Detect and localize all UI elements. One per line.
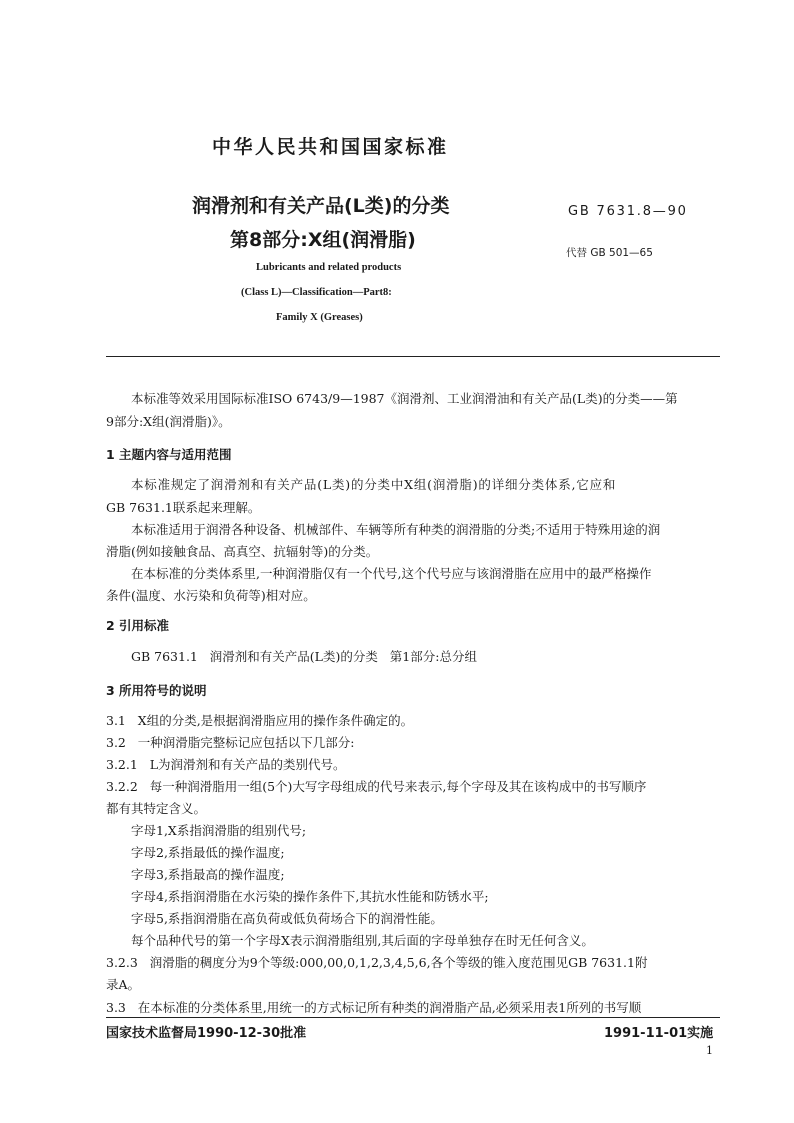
clause-3-2-3-line2: 录A。 bbox=[106, 977, 141, 992]
national-standard-title: 中华人民共和国国家标准 bbox=[212, 136, 449, 158]
clause-3-2-2-line1: 3.2.2 每一种润滑脂用一组(5个)大写字母组成的代号来表示,每个字母及其在该构成中的书写顺序 bbox=[106, 779, 647, 794]
english-title-line2: (Class L)—Classification—Part8: bbox=[241, 287, 392, 298]
clause-3-2-2-line2: 都有其特定含义。 bbox=[106, 801, 207, 816]
document-title-line1: 润滑剂和有关产品(L类)的分类 bbox=[192, 195, 450, 217]
letter-3-definition: 字母3,系指最高的操作温度; bbox=[131, 867, 285, 882]
english-title-line3: Family X (Greases) bbox=[276, 312, 363, 323]
section-1-p3-line2: 条件(温度、水污染和负荷等)相对应。 bbox=[106, 588, 316, 603]
code-note: 每个品种代号的第一个字母X表示润滑脂组别,其后面的字母单独存在时无任何含义。 bbox=[131, 933, 594, 948]
letter-1-definition: 字母1,X系指润滑脂的组别代号; bbox=[131, 823, 307, 838]
effective-date: 1991-11-01实施 bbox=[604, 1026, 714, 1041]
clause-3-1: 3.1 X组的分类,是根据润滑脂应用的操作条件确定的。 bbox=[106, 713, 414, 728]
section-3-heading: 3 所用符号的说明 bbox=[106, 683, 207, 698]
letter-2-definition: 字母2,系指最低的操作温度; bbox=[131, 845, 285, 860]
section-1-p3-line1: 在本标准的分类体系里,一种润滑脂仅有一个代号,这个代号应与该润滑脂在应用中的最严格操作 bbox=[131, 566, 652, 581]
section-1-p2-line2: 滑脂(例如接触食品、高真空、抗辐射等)的分类。 bbox=[106, 544, 379, 559]
clause-3-2: 3.2 一种润滑脂完整标记应包括以下几部分: bbox=[106, 735, 355, 750]
clause-3-2-3-line1: 3.2.3 润滑脂的稠度分为9个等级:000,00,0,1,2,3,4,5,6,各个等级的锥入度范围见GB 7631.1附 bbox=[106, 955, 648, 970]
clause-3-3: 3.3 在本标准的分类体系里,用统一的方式标记所有种类的润滑脂产品,必须采用表1所列的书写顺 bbox=[106, 1000, 642, 1015]
standard-code: GB 7631.8—90 bbox=[568, 204, 688, 219]
document-title-line2: 第8部分:X组(润滑脂) bbox=[230, 229, 416, 251]
approval-line: 国家技术监督局1990-12-30批准 bbox=[106, 1026, 307, 1041]
english-title-line1: Lubricants and related products bbox=[256, 262, 402, 273]
intro-line1: 本标准等效采用国际标准ISO 6743/9—1987《润滑剂、工业润滑油和有关产品(L类)的分类——第 bbox=[131, 391, 678, 406]
page-number: 1 bbox=[706, 1044, 713, 1057]
section-2-reference: GB 7631.1 润滑剂和有关产品(L类)的分类 第1部分:总分组 bbox=[131, 649, 477, 664]
section-2-heading: 2 引用标准 bbox=[106, 618, 170, 633]
letter-5-definition: 字母5,系指润滑脂在高负荷或低负荷场合下的润滑性能。 bbox=[131, 911, 443, 926]
section-1-heading: 1 主题内容与适用范围 bbox=[106, 447, 232, 462]
header-divider bbox=[106, 356, 720, 357]
intro-line2: 9部分:X组(润滑脂)》。 bbox=[106, 414, 231, 429]
section-1-p1-line2: GB 7631.1联系起来理解。 bbox=[106, 500, 261, 515]
letter-4-definition: 字母4,系指润滑脂在水污染的操作条件下,其抗水性能和防锈水平; bbox=[131, 889, 489, 904]
clause-3-2-1: 3.2.1 L为润滑剂和有关产品的类别代号。 bbox=[106, 757, 346, 772]
replaces-standard: 代替 GB 501—65 bbox=[566, 247, 653, 259]
section-1-p1-line1: 本标准规定了润滑剂和有关产品(L类)的分类中X组(润滑脂)的详细分类体系,它应和 bbox=[131, 477, 617, 492]
footer-divider bbox=[106, 1017, 720, 1018]
section-1-p2-line1: 本标准适用于润滑各种设备、机械部件、车辆等所有种类的润滑脂的分类;不适用于特殊用途的润 bbox=[131, 522, 661, 537]
